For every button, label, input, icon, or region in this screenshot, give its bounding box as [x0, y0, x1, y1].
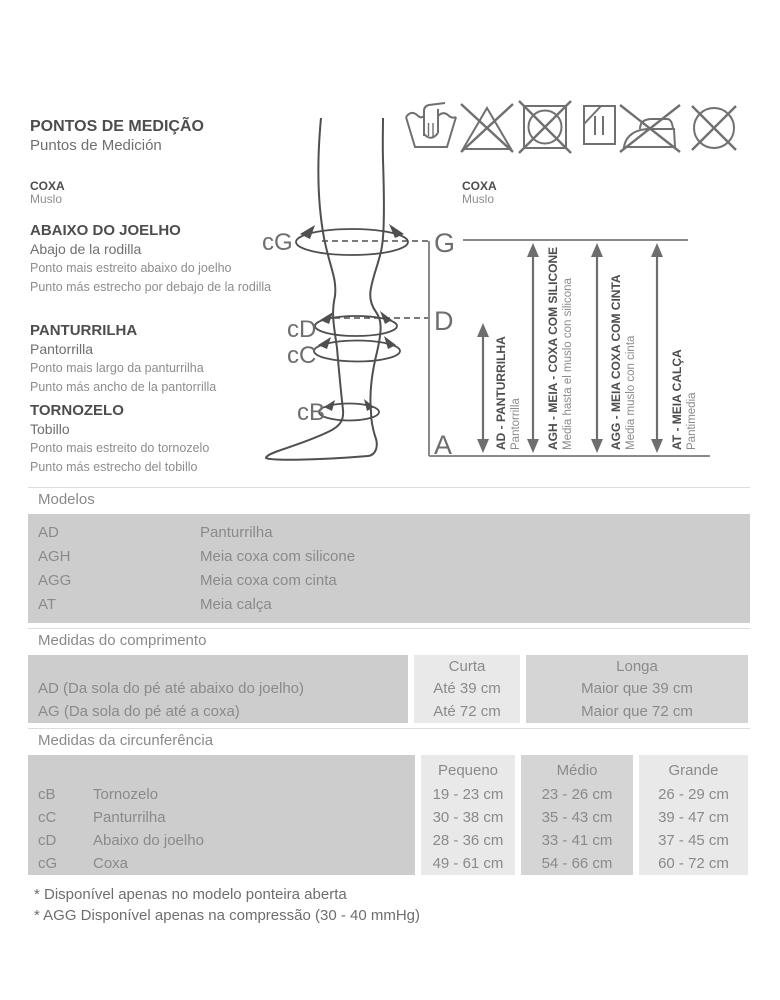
- do-not-iron-icon: [620, 105, 680, 152]
- table-row: [28, 545, 750, 569]
- column-header: Pequeno: [437, 762, 499, 779]
- model-name: Meia coxa com silicone: [200, 548, 356, 565]
- do-not-bleach-icon: [461, 104, 513, 152]
- abaixo-desc-pt: Ponto mais estreito abaixo do joelho: [30, 261, 232, 275]
- panturrilha-desc-pt: Ponto mais largo da panturrilha: [30, 361, 204, 375]
- length-value: Maior que 72 cm: [581, 703, 693, 720]
- coxa-subtitle: Muslo: [30, 192, 63, 206]
- length-label-column: [28, 655, 408, 723]
- circumference-pequeno-column: [421, 755, 515, 875]
- length-longa-column: [526, 655, 748, 723]
- column-header: Curta: [448, 658, 486, 675]
- care-symbols: [406, 101, 736, 153]
- empty-header-cell: [28, 655, 408, 677]
- abaixo-title: ABAIXO DO JOELHO: [30, 222, 181, 239]
- range-value: 19 - 23 cm: [432, 786, 504, 803]
- length-row-label: AG (Da sola do pé até a coxa): [38, 703, 240, 720]
- range-value: 39 - 47 cm: [658, 809, 729, 826]
- label-A: A: [434, 430, 453, 460]
- hand-wash-icon: [406, 103, 456, 147]
- column-header: Médio: [556, 762, 598, 779]
- range-value: 23 - 26 cm: [541, 786, 613, 803]
- arrow-label-at: AT - MEIA CALÇA: [670, 349, 684, 450]
- range-value: 54 - 66 cm: [541, 855, 613, 872]
- length-section-title: Medidas do comprimento: [38, 632, 207, 649]
- spec-tables: [28, 487, 750, 926]
- model-name: Panturrilha: [200, 524, 273, 541]
- measurement-diagram: [0, 0, 780, 480]
- table-row: [28, 829, 415, 852]
- table-row: [28, 852, 415, 875]
- footnote: * Disponível apenas no modelo ponteira aberta: [34, 886, 347, 903]
- length-section: [28, 628, 750, 723]
- length-value: Maior que 39 cm: [581, 680, 693, 697]
- point-name: Tornozelo: [93, 786, 159, 803]
- coxa-title: COXA: [30, 179, 65, 193]
- column-header: Grande: [668, 762, 719, 779]
- range-value: 49 - 61 cm: [432, 855, 504, 872]
- model-code: AGG: [38, 572, 72, 589]
- circumference-table: [28, 755, 750, 875]
- footnote: * AGG Disponível apenas na compressão (30 - 40 mmHg): [34, 907, 421, 924]
- models-section: [28, 487, 750, 623]
- model-code: AT: [38, 596, 57, 613]
- point-code: cD: [38, 832, 57, 849]
- model-name: Meia coxa com cinta: [200, 572, 337, 589]
- arrow-sublabel-agg: Media muslo con cinta: [625, 335, 637, 450]
- page-subtitle: Puntos de Medición: [30, 137, 162, 154]
- model-name: Meia calça: [200, 596, 272, 613]
- panturrilha-subtitle: Pantorrilla: [30, 341, 94, 357]
- table-row: [28, 806, 415, 829]
- label-cB: cB: [297, 399, 326, 426]
- tornozelo-subtitle: Tobillo: [30, 421, 70, 437]
- label-cD: cD: [287, 316, 317, 343]
- point-code: cG: [38, 855, 58, 872]
- table-row: [28, 569, 750, 593]
- range-value: 28 - 36 cm: [432, 832, 504, 849]
- arrow-label-agh: AGH - MEIA - COXA COM SILICONE: [546, 246, 560, 450]
- arrow-label-agg: AGG - MEIA COXA COM CINTA: [609, 274, 623, 450]
- tornozelo-title: TORNOZELO: [30, 402, 124, 419]
- page-title: PONTOS DE MEDIÇÃO: [30, 118, 204, 135]
- point-code: cB: [38, 786, 56, 803]
- coxa-right-title: COXA: [462, 179, 497, 193]
- leg-illustration: [266, 118, 428, 460]
- arrow-sublabel-at: Pantimedia: [686, 392, 698, 450]
- point-name: Panturrilha: [93, 809, 166, 826]
- range-value: 60 - 72 cm: [658, 855, 729, 872]
- circumference-section: [28, 728, 750, 875]
- panturrilha-desc-es: Punto más ancho de la pantorrilla: [30, 380, 217, 394]
- length-value: Até 39 cm: [433, 680, 501, 697]
- column-header: Longa: [616, 658, 658, 675]
- drip-dry-in-shade-icon: [584, 106, 615, 144]
- circumference-grande-column: [639, 755, 748, 875]
- models-section-title: Modelos: [38, 491, 95, 508]
- circumference-section-title: Medidas da circunferência: [38, 732, 214, 749]
- empty-header-cell: [28, 755, 415, 783]
- footnotes: [28, 884, 750, 926]
- tornozelo-desc-pt: Ponto mais estreito do tornozelo: [30, 441, 210, 455]
- abaixo-subtitle: Abajo de la rodilla: [30, 241, 142, 257]
- arrow-label-ad: AD - PANTURRILHA: [494, 336, 508, 450]
- point-name: Abaixo do joelho: [93, 832, 204, 849]
- model-code: AGH: [38, 548, 71, 565]
- panturrilha-title: PANTURRILHA: [30, 322, 138, 339]
- point-letters: [262, 228, 455, 460]
- length-value: Até 72 cm: [433, 703, 501, 720]
- model-code: AD: [38, 524, 59, 541]
- point-code: cC: [38, 809, 57, 826]
- arrow-sublabel-agh: Media hasta el muslo con silicona: [562, 278, 574, 450]
- coxa-right-subtitle: Muslo: [462, 192, 495, 206]
- range-value: 26 - 29 cm: [658, 786, 729, 803]
- range-value: 37 - 45 cm: [658, 832, 729, 849]
- arrow-sublabel-ad: Pantorrilla: [510, 398, 522, 450]
- table-row: [28, 521, 750, 545]
- table-row: [28, 783, 415, 806]
- range-value: 35 - 43 cm: [541, 809, 613, 826]
- circumference-label-column: [28, 755, 415, 875]
- range-value: 30 - 38 cm: [432, 809, 504, 826]
- length-table: [28, 655, 750, 723]
- length-row-label: AD (Da sola do pé até abaixo do joelho): [38, 680, 305, 697]
- abaixo-desc-es: Punto más estrecho por debajo de la rodilla: [30, 280, 272, 294]
- circumference-medio-column: [521, 755, 633, 875]
- tornozelo-desc-es: Punto más estrecho del tobillo: [30, 460, 198, 474]
- length-curta-column: [414, 655, 520, 723]
- table-row: [28, 593, 750, 617]
- label-cC: cC: [287, 342, 317, 369]
- label-G: G: [434, 228, 456, 258]
- label-cG: cG: [262, 229, 293, 256]
- range-value: 33 - 41 cm: [541, 832, 613, 849]
- point-name: Coxa: [93, 855, 129, 872]
- do-not-tumble-dry-icon: [519, 101, 571, 153]
- label-D: D: [434, 306, 454, 336]
- models-table: [28, 514, 750, 623]
- do-not-dry-clean-icon: [692, 106, 736, 150]
